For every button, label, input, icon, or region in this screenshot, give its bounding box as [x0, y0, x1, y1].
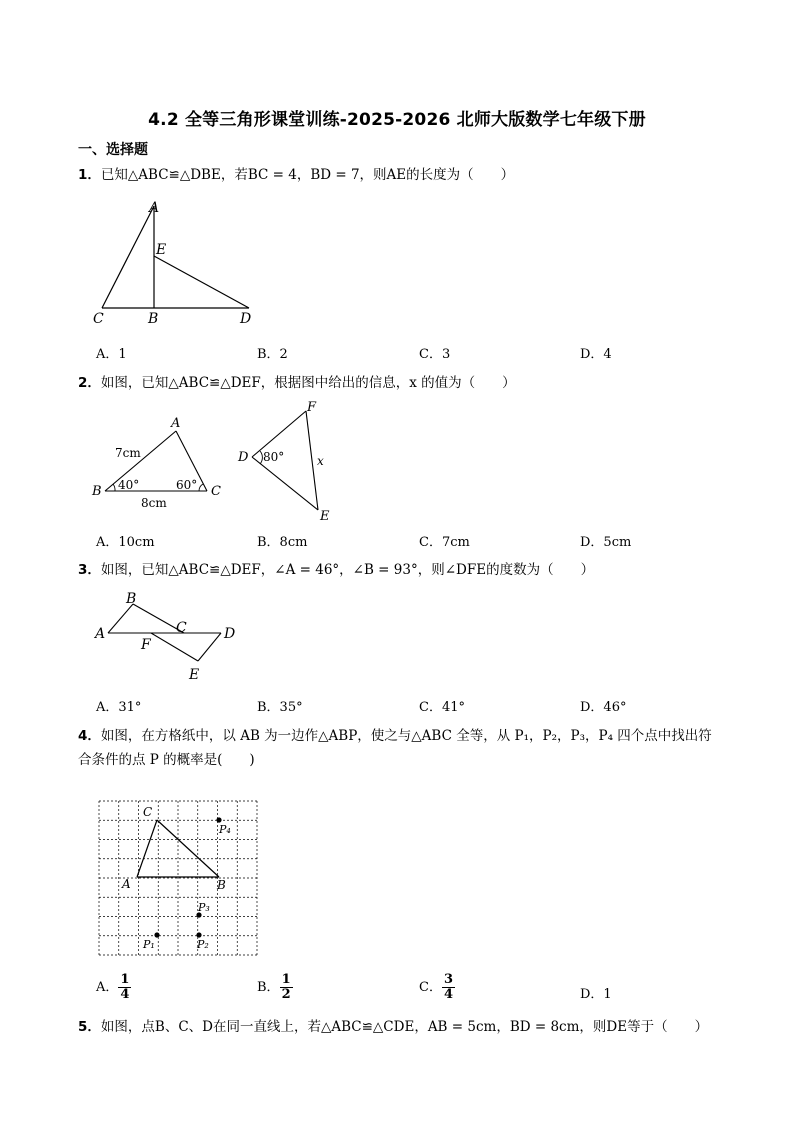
label-c: C: [211, 484, 221, 499]
figure-q4-grid: [98, 800, 260, 958]
label-e: E: [189, 667, 200, 683]
label-b: B: [148, 311, 159, 327]
label-p3: P₃: [198, 901, 210, 914]
fraction: $\frac{3}{4}$: [443, 972, 453, 1002]
label-d: D: [238, 450, 249, 465]
figure-q1: [85, 196, 270, 331]
label-angle-b: 40°: [118, 478, 140, 492]
option-b[interactable]: B． $\frac{1}{2}$: [257, 972, 291, 1002]
label-c: C: [143, 805, 153, 819]
fraction: $\frac{1}{4}$: [120, 972, 130, 1002]
question-number: 5．: [78, 1019, 101, 1035]
option-a[interactable]: A．10cm: [96, 535, 155, 550]
label-e: E: [156, 242, 167, 258]
question-text-continued: 合条件的点 P 的概率是( ): [78, 752, 255, 768]
option-c[interactable]: C．7cm: [419, 535, 470, 550]
label-f: F: [141, 637, 151, 653]
question-text: 已知△ABC≌△DBE，若BC = 4，BD = 7，则AE的长度为（ ）: [100, 167, 515, 183]
label-b: B: [92, 484, 102, 499]
label-d: D: [240, 311, 252, 327]
option-c[interactable]: C． $\frac{3}{4}$: [419, 972, 453, 1002]
question-number: 2．: [78, 375, 101, 391]
label-e: E: [320, 509, 330, 524]
label-bc-length: 8cm: [141, 496, 167, 510]
question-number: 1．: [78, 167, 101, 183]
figure-q2: [85, 395, 345, 527]
option-c[interactable]: C．3: [419, 347, 451, 362]
question-2: [78, 371, 738, 395]
label-a: A: [122, 877, 131, 891]
question-3: [78, 558, 738, 582]
option-a[interactable]: A．31°: [96, 700, 142, 715]
question-4: [78, 724, 738, 772]
question-5: [78, 1015, 738, 1039]
label-d: D: [224, 626, 236, 642]
label-a: A: [149, 200, 160, 216]
section-heading: 一、选择题: [78, 142, 148, 158]
label-c: C: [176, 620, 187, 636]
option-b[interactable]: B．35°: [257, 700, 303, 715]
option-b[interactable]: B．2: [257, 347, 288, 362]
document-title: 4.2 全等三角形课堂训练-2025-2026 北师大版数学七年级下册: [148, 110, 646, 130]
label-angle-c: 60°: [176, 478, 198, 492]
label-p1: P₁: [143, 938, 155, 951]
label-angle-d: 80°: [263, 450, 285, 464]
option-a[interactable]: A．1: [96, 347, 127, 362]
label-p4: P₄: [219, 823, 231, 836]
question-1: [78, 163, 738, 187]
label-b: B: [217, 878, 226, 892]
label-a: A: [171, 416, 181, 431]
question-number: 3．: [78, 562, 101, 578]
label-x: x: [317, 454, 324, 468]
option-b[interactable]: B．8cm: [257, 535, 308, 550]
option-d[interactable]: D．4: [580, 347, 612, 362]
label-f: F: [307, 400, 317, 415]
option-a[interactable]: A． $\frac{1}{4}$: [96, 972, 130, 1002]
label-c: C: [93, 311, 104, 327]
option-d[interactable]: D．46°: [580, 700, 627, 715]
question-text: 如图，点B、C、D在同一直线上，若△ABC≌△CDE，AB = 5cm，BD = 8cm，则DE等于（ ）: [100, 1019, 709, 1035]
option-d[interactable]: D．5cm: [580, 535, 632, 550]
figure-q3: [88, 588, 248, 686]
label-ab-length: 7cm: [115, 446, 141, 460]
label-p2: P₂: [197, 938, 209, 951]
question-text: 如图，已知△ABC≌△DEF，∠A = 46°，∠B = 93°，则∠DFE的度数为（ ）: [100, 562, 595, 578]
question-text: 如图，在方格纸中，以 AB 为一边作△ABP，使之与△ABC 全等，从 P₁，P₂，P₃，P₄ 四个点中找出符: [100, 728, 712, 744]
question-number: 4．: [78, 728, 101, 744]
fraction: $\frac{1}{2}$: [281, 972, 291, 1002]
label-b: B: [126, 591, 137, 607]
label-a: A: [95, 626, 106, 642]
option-d[interactable]: D．1: [580, 987, 612, 1002]
question-text: 如图，已知△ABC≌△DEF，根据图中给出的信息，x 的值为（ ）: [100, 375, 516, 391]
option-c[interactable]: C．41°: [419, 700, 465, 715]
